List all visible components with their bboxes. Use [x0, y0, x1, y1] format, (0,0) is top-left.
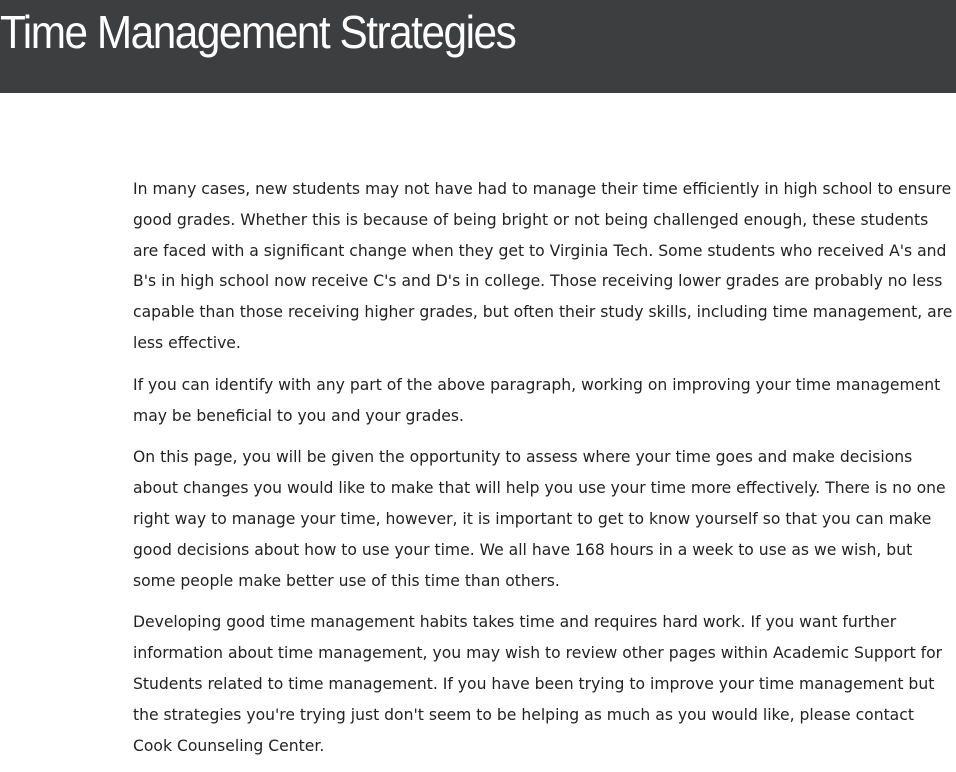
- page-header: [0, 0, 956, 93]
- paragraph-assess: On this page, you will be given the opportunity to assess where your time goes and make decisions about changes you would like to make that will help you use your time more effectively. There is no one right way to manage your time, however, it is important to get to know yourself so that you can make good decisions about how to use your time. We all have 168 hours in a week to use as we wish, but some people make better use of this time than others.: [133, 448, 946, 590]
- page-title: Time Management Strategies: [0, 6, 516, 58]
- paragraph-identify: If you can identify with any part of the above paragraph, working on improving your time management may be beneficial to you and your grades.: [133, 375, 941, 425]
- main-content: [133, 174, 956, 772]
- paragraph-intro: In many cases, new students may not have had to manage their time efficiently in high school to ensure good grades. Whether this is because of being bright or not being challenged enough, these students are faced with a significant change when they get to Virginia Tech. Some students who received A's and B's in high school now receive C's and D's in college. Those receiving lower grades are probably no less capable than those receiving higher grades, but often their study skills, including time management, are less effective.: [133, 180, 953, 352]
- paragraph-habits: Developing good time management habits takes time and requires hard work. If you want further information about time management, you may wish to review other pages within Academic Support for Students related to time management. If you have been trying to improve your time management but the strategies you're trying just don't seem to be helping as much as you would like, please contact Cook Counseling Center.: [133, 613, 943, 755]
